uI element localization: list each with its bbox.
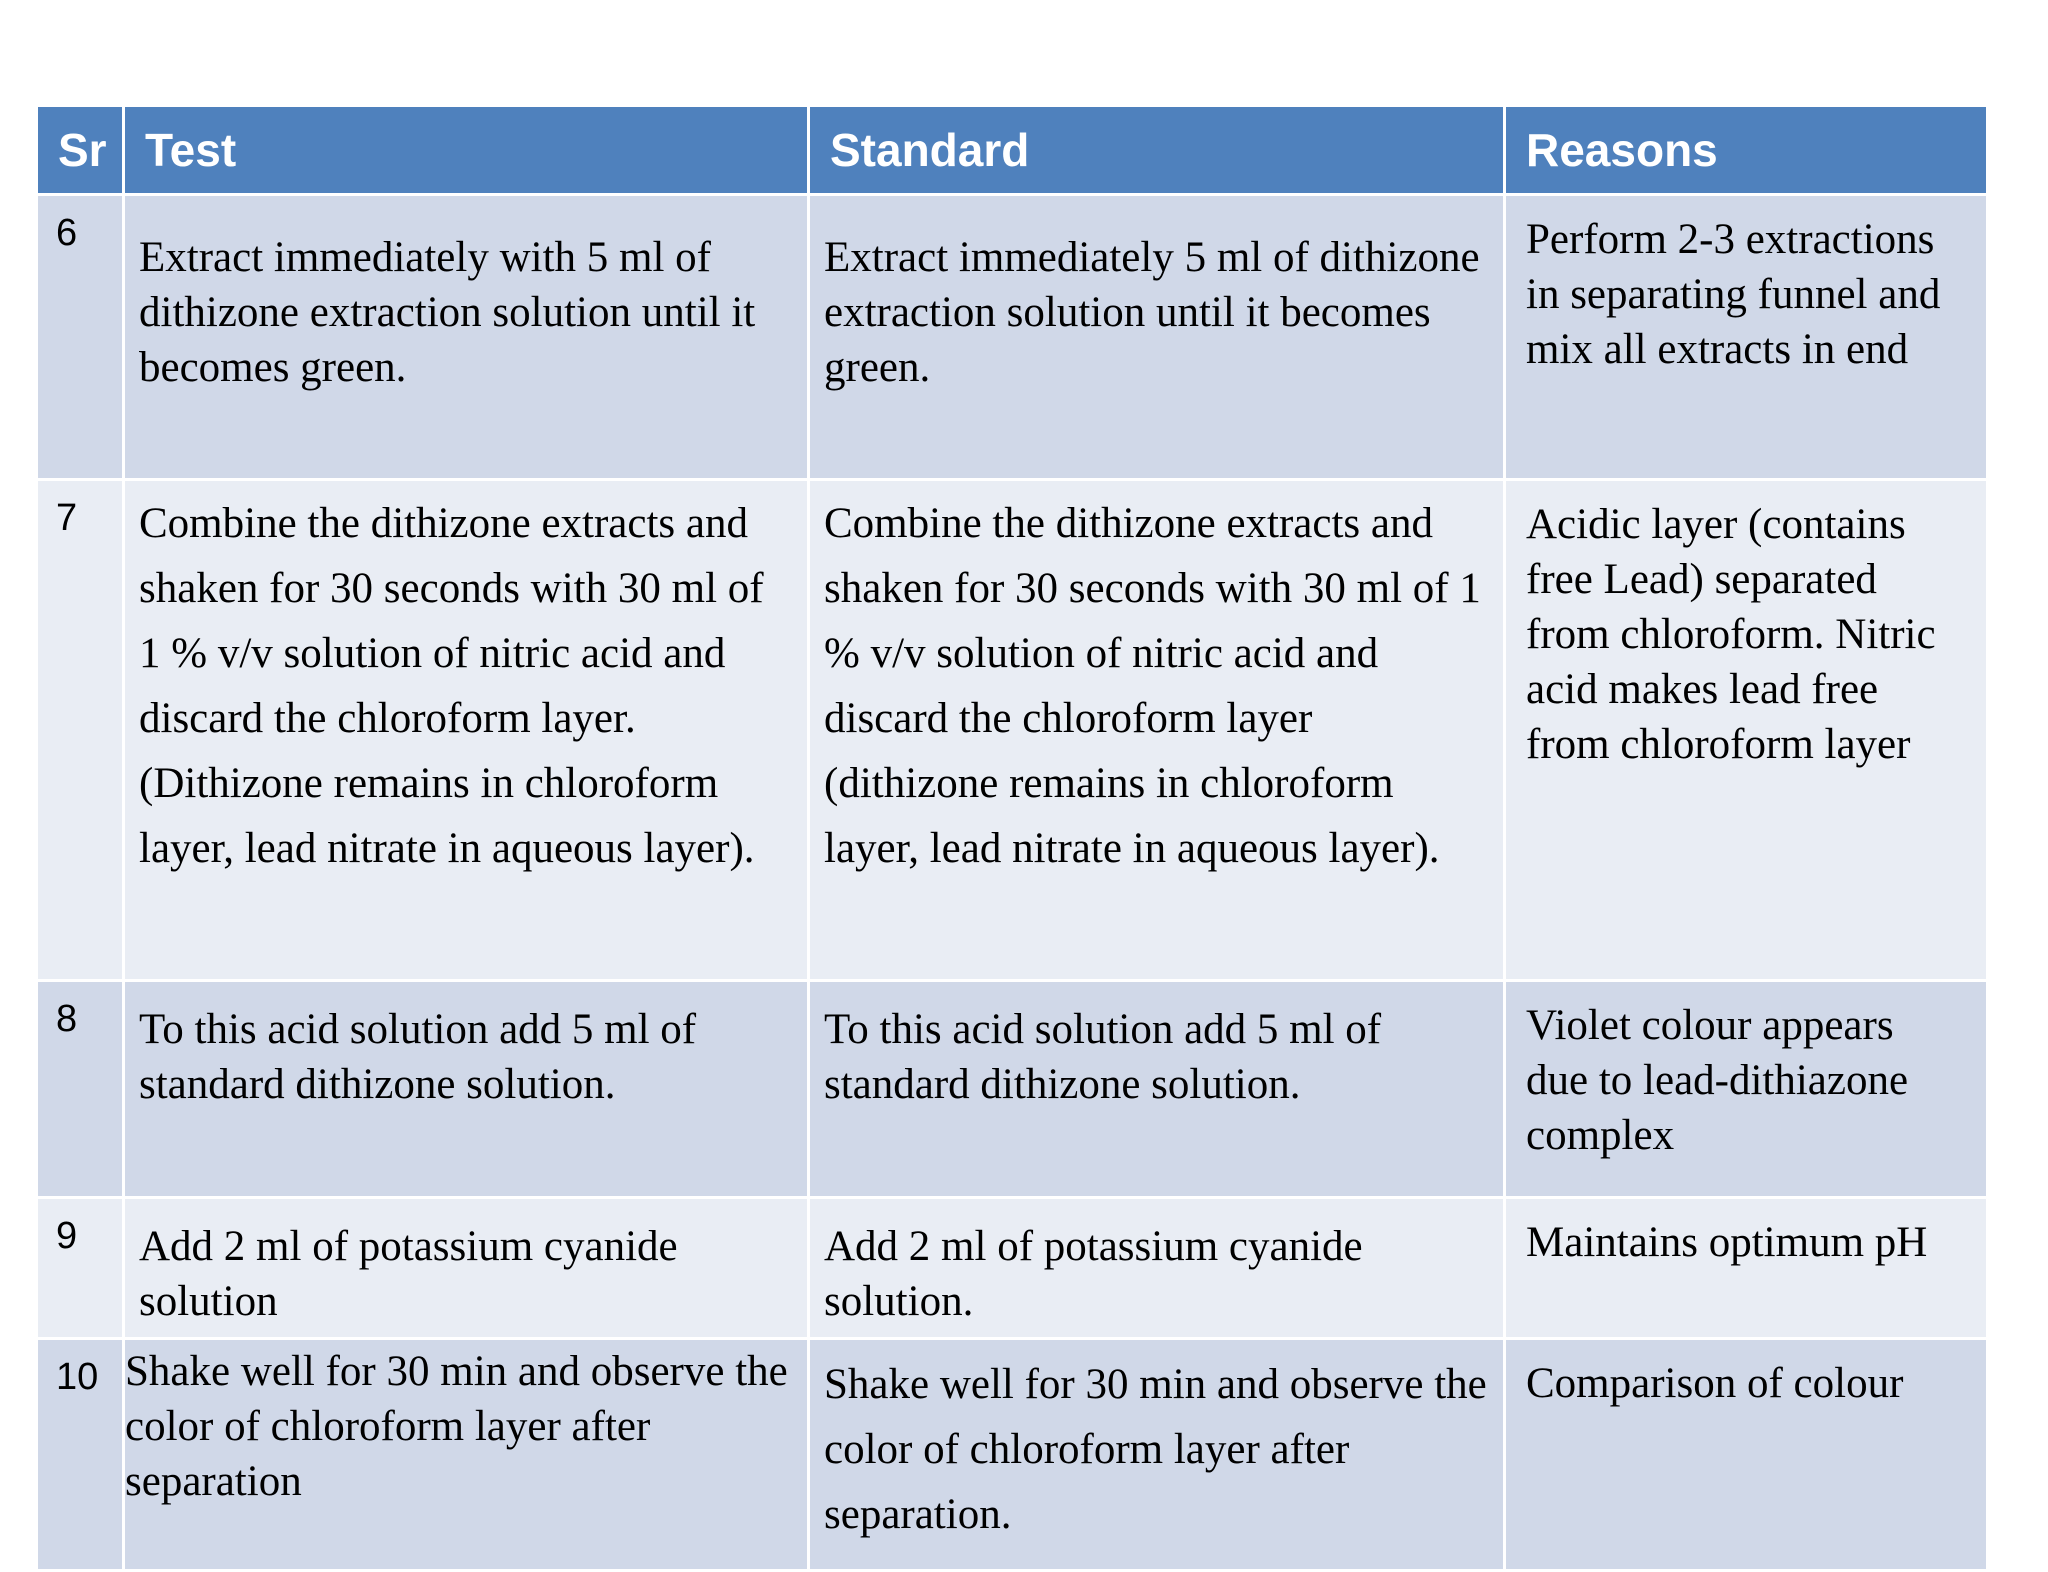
- standard-cell: To this acid solution add 5 ml of standard dithizone solution.: [809, 981, 1505, 1198]
- test-cell: Add 2 ml of potassium cyanide solution: [124, 1198, 809, 1339]
- table-header: [37, 106, 1988, 195]
- standard-cell: Add 2 ml of potassium cyanide solution.: [809, 1198, 1505, 1339]
- sr-cell: 9: [37, 1198, 124, 1339]
- table-row: [37, 1198, 1988, 1339]
- sr-cell: 8: [37, 981, 124, 1198]
- reasons-cell: Acidic layer (contains free Lead) separated from chloroform. Nitric acid makes lead free from chloroform layer: [1505, 480, 1988, 981]
- standard-cell: Shake well for 30 min and observe the color of chloroform layer after separation.: [809, 1339, 1505, 1571]
- sr-cell: 7: [37, 480, 124, 981]
- reasons-cell: Maintains optimum pH: [1505, 1198, 1988, 1339]
- sr-cell: 10: [37, 1339, 124, 1571]
- standard-cell: Extract immediately 5 ml of dithizone extraction solution until it becomes green.: [809, 195, 1505, 480]
- table-row: [37, 480, 1988, 981]
- header-test: Test: [124, 106, 809, 195]
- test-cell: Shake well for 30 min and observe the color of chloroform layer after separation: [124, 1339, 809, 1571]
- header-standard: Standard: [809, 106, 1505, 195]
- reasons-cell: Comparison of colour: [1505, 1339, 1988, 1571]
- test-cell: Combine the dithizone extracts and shaken for 30 seconds with 30 ml of 1 % v/v solution of nitric acid and discard the chloroform layer. (Dithizone remains in chloroform layer, lead nitrate in aqueous layer).: [124, 480, 809, 981]
- table-body: [37, 195, 1988, 1571]
- header-row: [37, 106, 1988, 195]
- table-row: [37, 981, 1988, 1198]
- standard-cell: Combine the dithizone extracts and shaken for 30 seconds with 30 ml of 1 % v/v solution of nitric acid and discard the chloroform layer (dithizone remains in chloroform layer, lead nitrate in aqueous layer).: [809, 480, 1505, 981]
- test-cell: To this acid solution add 5 ml of standard dithizone solution.: [124, 981, 809, 1198]
- reasons-cell: Violet colour appears due to lead-dithiazone complex: [1505, 981, 1988, 1198]
- reasons-cell: Perform 2-3 extractions in separating funnel and mix all extracts in end: [1505, 195, 1988, 480]
- header-sr: Sr: [37, 106, 124, 195]
- header-reasons: Reasons: [1505, 106, 1988, 195]
- procedure-table: [35, 104, 1989, 1572]
- sr-cell: 6: [37, 195, 124, 480]
- test-cell: Extract immediately with 5 ml of dithizone extraction solution until it becomes green.: [124, 195, 809, 480]
- table-row: [37, 195, 1988, 480]
